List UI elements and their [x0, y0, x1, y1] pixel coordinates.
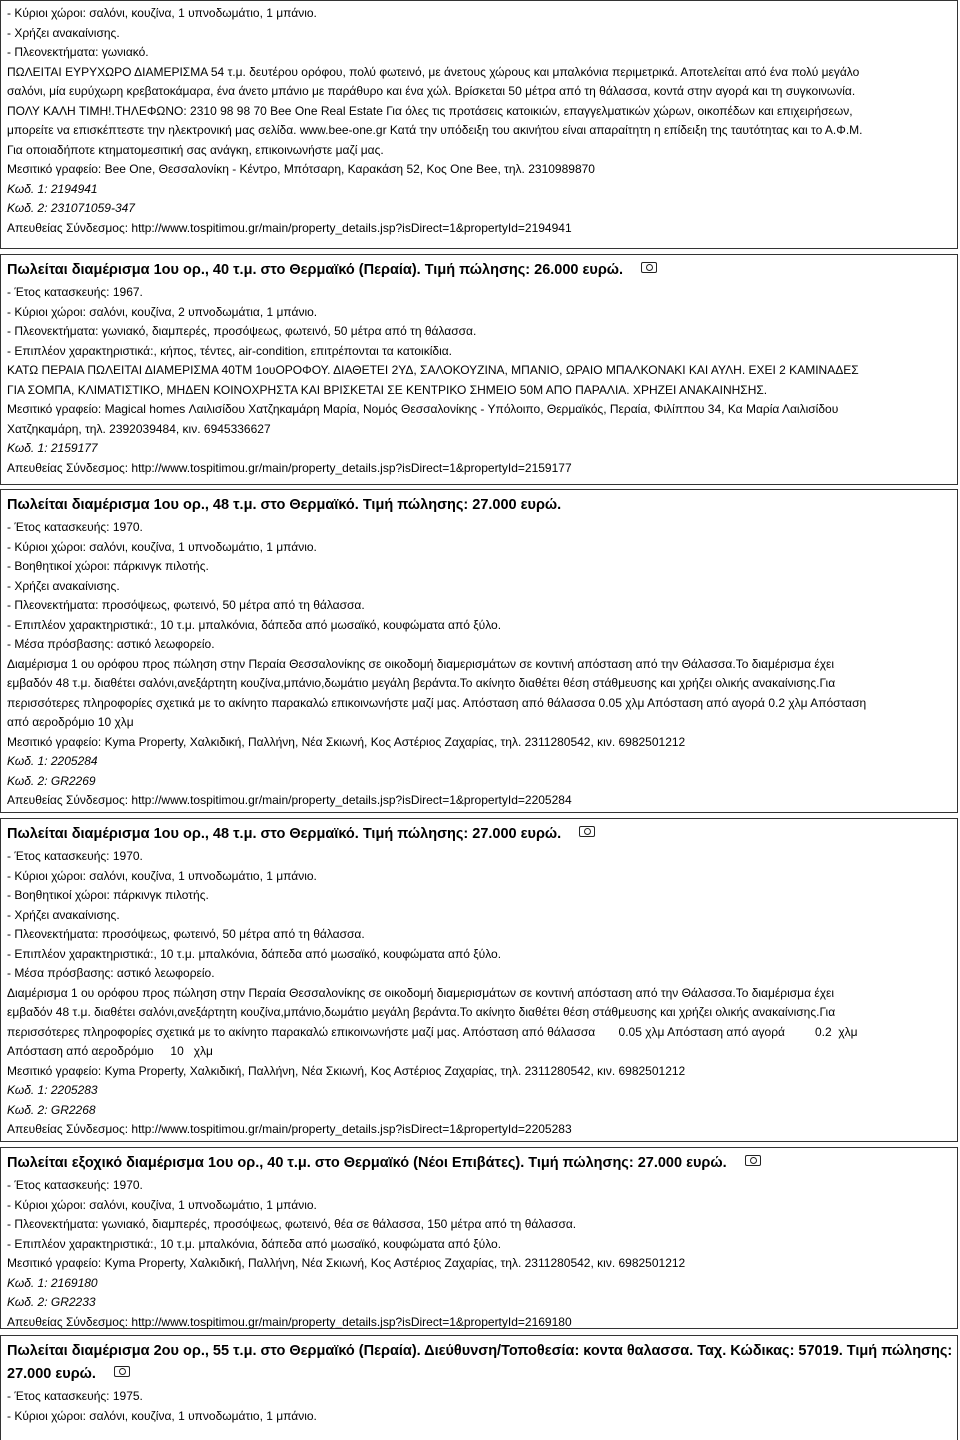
listing-line: - Επιπλέον χαρακτηριστικά:, 10 τ.μ. μπαλκόνια, δάπεδα από μωσαϊκό, κουφώματα από ξύλο. — [7, 946, 502, 961]
listing-line: εμβαδόν 48 τ.μ. διαθέτει σαλόνι,ανεξάρτητη κουζίνα,μπάνιο,δωμάτιο μεγάλη βεράντα.Το ακίνητο διαθέτει θέση στάθμευσης και χρήζει ολικής ανακαίνισης.Για — [7, 676, 836, 690]
listing-line: περισσότερες πληροφορίες σχετικά με το ακίνητο παρακαλώ επικοινωνήστε μαζί μας. Απόσταση από θάλασσα 0.05 χλμ Απόσταση από αγορά 0.2 χλμ Απόσταση — [7, 695, 867, 710]
listing-line: από αεροδρόμιο 10 χλμ — [7, 715, 134, 729]
listing-line: - Πλεονεκτήματα: προσόψεως, φωτεινό, 50 μέτρα από τη θάλασσα. — [7, 927, 365, 941]
listing-line: Μεσιτικό γραφείο: Kyma Property, Χαλκιδική, Παλλήνη, Νέα Σκιωνή, Κος Αστέριος Ζαχαρίας, τηλ. 2311280542, κιν. 6982501212 — [7, 734, 686, 749]
direct-link[interactable]: Απευθείας Σύνδεσμος: http://www.tospitimou.gr/main/property_details.jsp?isDirect=1&propertyId=2159177 — [7, 460, 572, 475]
listing-line: περισσότερες πληροφορίες σχετικά με το ακίνητο παρακαλώ επικοινωνήστε μαζί μας. Απόσταση από θάλασσα 0.05 χλμ Απόσταση από αγορά 0.2 χλμ — [7, 1024, 858, 1039]
listing-line: μπορείτε να επισκέπτεστε την ηλεκτρονική μας σελίδα. www.bee-one.gr Κατά την υπόδειξη του ακινήτου είναι απαραίτητη η επίδειξη της ταυτότητας και το Α.Φ.Μ. — [7, 123, 863, 137]
listing-title[interactable] — [7, 1341, 951, 1362]
listing-line: Μεσιτικό γραφείο: Kyma Property, Χαλκιδική, Παλλήνη, Νέα Σκιωνή, Κος Αστέριος Ζαχαρίας, τηλ. 2311280542, κιν. 6982501212 — [7, 1256, 686, 1270]
listing-title[interactable] — [7, 1153, 951, 1174]
property-code: Κωδ. 2: GR2268 — [7, 1102, 96, 1117]
listing-line: ΚΑΤΩ ΠΕΡΑΙΑ ΠΩΛΕΙΤΑΙ ΔΙΑΜΕΡΙΣΜΑ 40ΤΜ 1ουΟΡΟΦΟΥ. ΔΙΑΘΕΤΕΙ 2ΥΔ, ΣΑΛΟΚΟΥΖΙΝΑ, ΜΠΑΝΙΟ, ΩΡΑΙΟ ΜΠΑΛΚΟΝΑΚΙ ΚΑΙ ΑΥΛΗ. ΕΧΕΙ 2 ΚΑΜΙΝΑΔΕΣ — [7, 363, 859, 377]
listing-line: - Κύριοι χώροι: σαλόνι, κουζίνα, 1 υπνοδωμάτιο, 1 μπάνιο. — [7, 868, 317, 883]
camera-icon[interactable] — [745, 1155, 761, 1166]
direct-link[interactable]: Απευθείας Σύνδεσμος: http://www.tospitimou.gr/main/property_details.jsp?isDirect=1&propertyId=2205283 — [7, 1122, 572, 1136]
listing-title-text[interactable]: Πωλείται διαμέρισμα 1ου ορ., 48 τ.μ. στο Θερμαϊκό. Τιμή πώλησης: 27.000 ευρώ. — [7, 826, 562, 842]
property-code: Κωδ. 1: 2169180 — [7, 1275, 98, 1290]
direct-link[interactable]: Απευθείας Σύνδεσμος: http://www.tospitimou.gr/main/property_details.jsp?isDirect=1&propertyId=2169180 — [7, 1314, 572, 1329]
listing-card — [0, 1147, 958, 1329]
listing-line: Για οποιαδήποτε κτηματομεσιτική σας ανάγκη, επικοινωνήστε μαζί μας. — [7, 142, 384, 157]
listing-line: - Κύριοι χώροι: σαλόνι, κουζίνα, 1 υπνοδωμάτιο, 1 μπάνιο. — [7, 1197, 317, 1212]
listing-card — [0, 489, 958, 813]
camera-icon[interactable] — [641, 262, 657, 273]
listing-line: Μεσιτικό γραφείο: Bee One, Θεσσαλονίκη - Κέντρο, Μπότσαρη, Καρακάση 52, Κος One Bee, τηλ. 2310989870 — [7, 162, 595, 176]
listing-title-text[interactable]: 27.000 ευρώ. — [7, 1366, 96, 1382]
listing-card — [0, 254, 958, 485]
listing-title[interactable] — [7, 260, 951, 281]
listing-card — [0, 818, 958, 1142]
listing-line: Διαμέρισμα 1 ου ορόφου προς πώληση στην Περαία Θεσσαλονίκης σε οικοδομή διαμερισμάτων σε κοντινή απόσταση από την Θάλασσα.Το διαμέρισμα έχει — [7, 656, 835, 671]
listing-title-text[interactable]: Πωλείται εξοχικό διαμέρισμα 1ου ορ., 40 τ.μ. στο Θερμαϊκό (Νέοι Επιβάτες). Τιμή πώλησης: 27.000 ευρώ. — [7, 1155, 727, 1171]
listing-line: - Κύριοι χώροι: σαλόνι, κουζίνα, 2 υπνοδωμάτια, 1 μπάνιο. — [7, 304, 318, 319]
property-code: Κωδ. 1: 2205284 — [7, 754, 98, 768]
listing-line: - Μέσα πρόσβασης: αστικό λεωφορείο. — [7, 637, 215, 651]
listing-line: - Πλεονεκτήματα: γωνιακό, διαμπερές, προσόψεως, φωτεινό, 50 μέτρα από τη θάλασσα. — [7, 324, 477, 338]
listing-card — [0, 0, 958, 249]
listing-line: - Επιπλέον χαρακτηριστικά:, 10 τ.μ. μπαλκόνια, δάπεδα από μωσαϊκό, κουφώματα από ξύλο. — [7, 617, 502, 632]
listing-line: - Βοηθητικοί χώροι: πάρκινγκ πιλοτής. — [7, 559, 209, 573]
listing-title[interactable] — [7, 824, 951, 845]
listing-line: Μεσιτικό γραφείο: Kyma Property, Χαλκιδική, Παλλήνη, Νέα Σκιωνή, Κος Αστέριος Ζαχαρίας, τηλ. 2311280542, κιν. 6982501212 — [7, 1063, 686, 1078]
property-code: Κωδ. 2: 231071059-347 — [7, 201, 135, 215]
listing-line: - Πλεονεκτήματα: γωνιακό, διαμπερές, προσόψεως, φωτεινό, θέα σε θάλασσα, 150 μέτρα από τη θάλασσα. — [7, 1217, 577, 1231]
listing-line: - Χρήζει ανακαίνισης. — [7, 907, 120, 922]
listing-title-text[interactable]: Πωλείται διαμέρισμα 1ου ορ., 48 τ.μ. στο Θερμαϊκό. Τιμή πώλησης: 27.000 ευρώ. — [7, 497, 562, 513]
listing-line: - Κύριοι χώροι: σαλόνι, κουζίνα, 1 υπνοδωμάτιο, 1 μπάνιο. — [7, 539, 317, 554]
listing-line: ΓΙΑ ΣΟΜΠΑ, ΚΛΙΜΑΤΙΣΤΙΚΟ, ΜΗΔΕΝ ΚΟΙΝΟΧΡΗΣΤΑ ΚΑΙ ΒΡΙΣΚΕΤΑΙ ΣΕ ΚΕΝΤΡΙΚΟ ΣΗΜΕΙΟ 50Μ ΑΠΟ ΠΑΡΑΛΙΑ. ΧΡΗΖΕΙ ΑΝΑΚΑΙΝΗΣΗΣ. — [7, 382, 768, 397]
listing-line: ΠΟΛΥ ΚΑΛΗ ΤΙΜΗ!.ΤΗΛΕΦΩΝΟ: 2310 98 98 70 Bee One Real Estate Για όλες τις προτάσεις κατοικιών, επαγγελματικών χώρων, οικοπέδων και επιχειρήσεων, — [7, 103, 853, 118]
listing-title-text[interactable]: Πωλείται διαμέρισμα 2ου ορ., 55 τ.μ. στο Θερμαϊκό (Περαία). Διεύθυνση/Τοποθεσία: κοντα θαλασσα. Ταχ. Κώδικας: 57019. Τιμή πώλησης: — [7, 1343, 953, 1359]
listing-line: Χατζηκαμάρη, τηλ. 2392039484, κιν. 6945336627 — [7, 421, 271, 436]
direct-link[interactable]: Απευθείας Σύνδεσμος: http://www.tospitimou.gr/main/property_details.jsp?isDirect=1&propertyId=2205284 — [7, 793, 572, 807]
direct-link[interactable]: Απευθείας Σύνδεσμος: http://www.tospitimou.gr/main/property_details.jsp?isDirect=1&propertyId=2194941 — [7, 220, 572, 235]
listing-line: - Έτος κατασκευής: 1970. — [7, 1178, 143, 1192]
property-code: Κωδ. 1: 2159177 — [7, 441, 98, 455]
listing-line: εμβαδόν 48 τ.μ. διαθέτει σαλόνι,ανεξάρτητη κουζίνα,μπάνιο,δωμάτιο μεγάλη βεράντα.Το ακίνητο διαθέτει θέση στάθμευσης και χρήζει ολικής ανακαίνισης.Για — [7, 1005, 836, 1019]
camera-icon[interactable] — [579, 826, 595, 837]
property-code: Κωδ. 2: GR2269 — [7, 773, 96, 788]
listing-line: - Επιπλέον χαρακτηριστικά:, 10 τ.μ. μπαλκόνια, δάπεδα από μωσαϊκό, κουφώματα από ξύλο. — [7, 1236, 502, 1251]
listing-title[interactable] — [7, 495, 951, 516]
listing-line: - Επιπλέον χαρακτηριστικά:, κήπος, τέντες, air-condition, επιτρέπονται τα κατοικίδια. — [7, 343, 453, 358]
property-code: Κωδ. 1: 2205283 — [7, 1083, 98, 1097]
listing-card — [0, 1335, 958, 1440]
listing-line: - Κύριοι χώροι: σαλόνι, κουζίνα, 1 υπνοδωμάτιο, 1 μπάνιο. — [7, 6, 317, 20]
listing-line: σαλόνι, μία ευρύχωρη κρεβατοκάμαρα, ένα άνετο μπάνιο με παράθυρο και ένα χώλ. Βρίσκεται 50 μέτρα από τη θάλασσα, κοντά στην αγορά και τη συγκοινωνία. — [7, 84, 856, 98]
listing-title-continued[interactable] — [7, 1364, 951, 1385]
listing-line: - Έτος κατασκευής: 1967. — [7, 285, 143, 299]
listing-line: - Κύριοι χώροι: σαλόνι, κουζίνα, 1 υπνοδωμάτιο, 1 μπάνιο. — [7, 1408, 317, 1423]
camera-icon[interactable] — [114, 1366, 130, 1377]
listing-line: - Έτος κατασκευής: 1975. — [7, 1389, 143, 1403]
listing-title-text[interactable]: Πωλείται διαμέρισμα 1ου ορ., 40 τ.μ. στο Θερμαϊκό (Περαία). Τιμή πώλησης: 26.000 ευρώ. — [7, 262, 624, 278]
listing-line: - Πλεονεκτήματα: γωνιακό. — [7, 45, 149, 59]
listing-line: - Έτος κατασκευής: 1970. — [7, 520, 143, 534]
listing-line: Διαμέρισμα 1 ου ορόφου προς πώληση στην Περαία Θεσσαλονίκης σε οικοδομή διαμερισμάτων σε κοντινή απόσταση από την Θάλασσα.Το διαμέρισμα έχει — [7, 985, 835, 1000]
property-code: Κωδ. 1: 2194941 — [7, 181, 98, 196]
listing-line: Απόσταση από αεροδρόμιο 10 χλμ — [7, 1044, 213, 1058]
listing-line: - Πλεονεκτήματα: προσόψεως, φωτεινό, 50 μέτρα από τη θάλασσα. — [7, 598, 365, 612]
listing-line: - Χρήζει ανακαίνισης. — [7, 578, 120, 593]
listing-line: Μεσιτικό γραφείο: Magical homes Λαιλισίδου Χατζηκαμάρη Μαρία, Νομός Θεσσαλονίκης - Υπόλοιπο, Θερμαϊκός, Περαία, Φιλίππου 34, Κα Μαρία Λαιλισίδου — [7, 402, 839, 416]
listing-line: ΠΩΛΕΙΤΑΙ ΕΥΡΥΧΩΡΟ ΔΙΑΜΕΡΙΣΜΑ 54 τ.μ. δευτέρου ορόφου, πολύ φωτεινό, με άνετους χώρους και μπαλκόνια περιμετρικά. Αποτελείται από ένα πολύ μεγάλο — [7, 64, 860, 79]
listing-line: - Βοηθητικοί χώροι: πάρκινγκ πιλοτής. — [7, 888, 209, 902]
listing-line: - Μέσα πρόσβασης: αστικό λεωφορείο. — [7, 966, 215, 980]
property-code: Κωδ. 2: GR2233 — [7, 1295, 96, 1309]
listing-line: - Έτος κατασκευής: 1970. — [7, 849, 143, 863]
listing-line: - Χρήζει ανακαίνισης. — [7, 25, 120, 40]
